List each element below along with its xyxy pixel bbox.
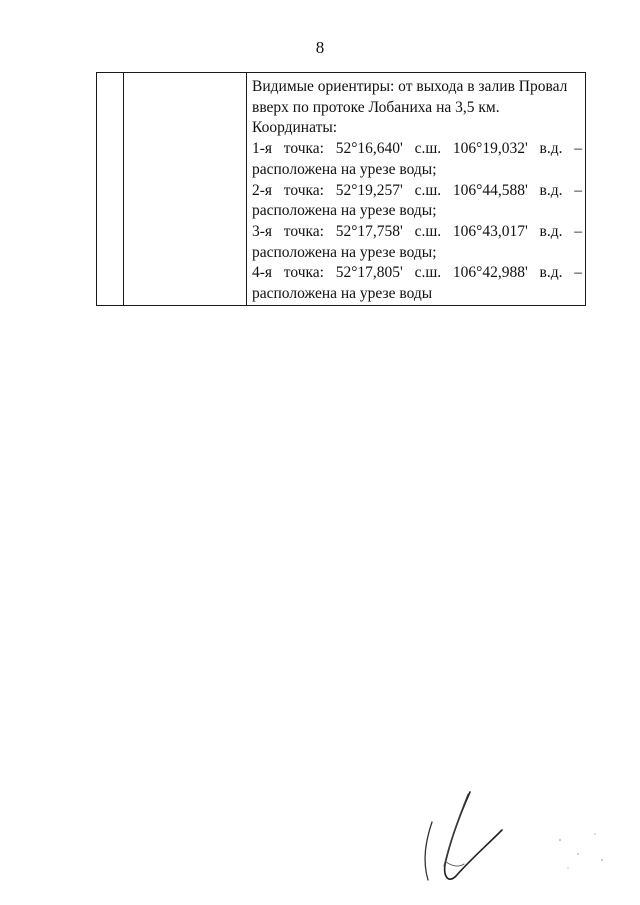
point-location: расположена на урезе воды; <box>252 202 437 220</box>
longitude-direction: в.д. <box>539 222 563 240</box>
point-label: 1-я <box>252 140 273 158</box>
point-word: точка: <box>283 181 324 199</box>
page-number: 8 <box>315 38 325 57</box>
landmarks-line: Видимые ориентиры: от выхода в залив Провал <box>252 78 568 95</box>
latitude-direction: с.ш. <box>414 222 442 240</box>
point-word: точка: <box>283 264 324 282</box>
point-coordinates <box>252 263 582 284</box>
table-row <box>97 73 586 306</box>
table-cell-description <box>247 73 586 306</box>
point-coordinates <box>252 181 582 202</box>
latitude-direction: с.ш. <box>414 140 442 158</box>
longitude-value: 106°42,988' <box>452 264 528 282</box>
longitude-direction: в.д. <box>539 181 563 199</box>
dash: – <box>574 140 582 158</box>
table-cell-number <box>97 73 124 306</box>
landmarks-line: вверх по протоке Лобаниха на 3,5 км. <box>252 98 500 116</box>
longitude-value: 106°43,017' <box>452 222 528 240</box>
dash: – <box>574 181 582 199</box>
point-label: 3-я <box>252 222 273 240</box>
point-location: расположена на урезе воды; <box>252 243 437 261</box>
handwritten-signature <box>410 780 520 890</box>
point-word: точка: <box>283 222 324 240</box>
point-label: 2-я <box>252 181 273 199</box>
table-cell-name <box>124 73 247 306</box>
point-location: расположена на урезе воды <box>252 285 433 303</box>
latitude-direction: с.ш. <box>414 181 442 199</box>
point-location: расположена на урезе воды; <box>252 160 437 178</box>
latitude-value: 52°17,758' <box>335 222 403 240</box>
latitude-direction: с.ш. <box>414 264 442 282</box>
coordinates-table <box>96 72 586 306</box>
point-coordinates <box>252 139 582 160</box>
longitude-direction: в.д. <box>539 140 563 158</box>
coordinates-heading: Координаты: <box>252 119 338 137</box>
dash: – <box>574 264 582 282</box>
longitude-value: 106°44,588' <box>452 181 528 199</box>
longitude-direction: в.д. <box>539 264 563 282</box>
point-label: 4-я <box>252 264 273 282</box>
longitude-value: 106°19,032' <box>452 140 528 158</box>
scan-specks <box>540 820 620 880</box>
latitude-value: 52°17,805' <box>335 264 403 282</box>
latitude-value: 52°16,640' <box>335 140 403 158</box>
dash: – <box>574 222 582 240</box>
point-coordinates <box>252 222 582 243</box>
latitude-value: 52°19,257' <box>335 181 403 199</box>
point-word: точка: <box>283 140 324 158</box>
